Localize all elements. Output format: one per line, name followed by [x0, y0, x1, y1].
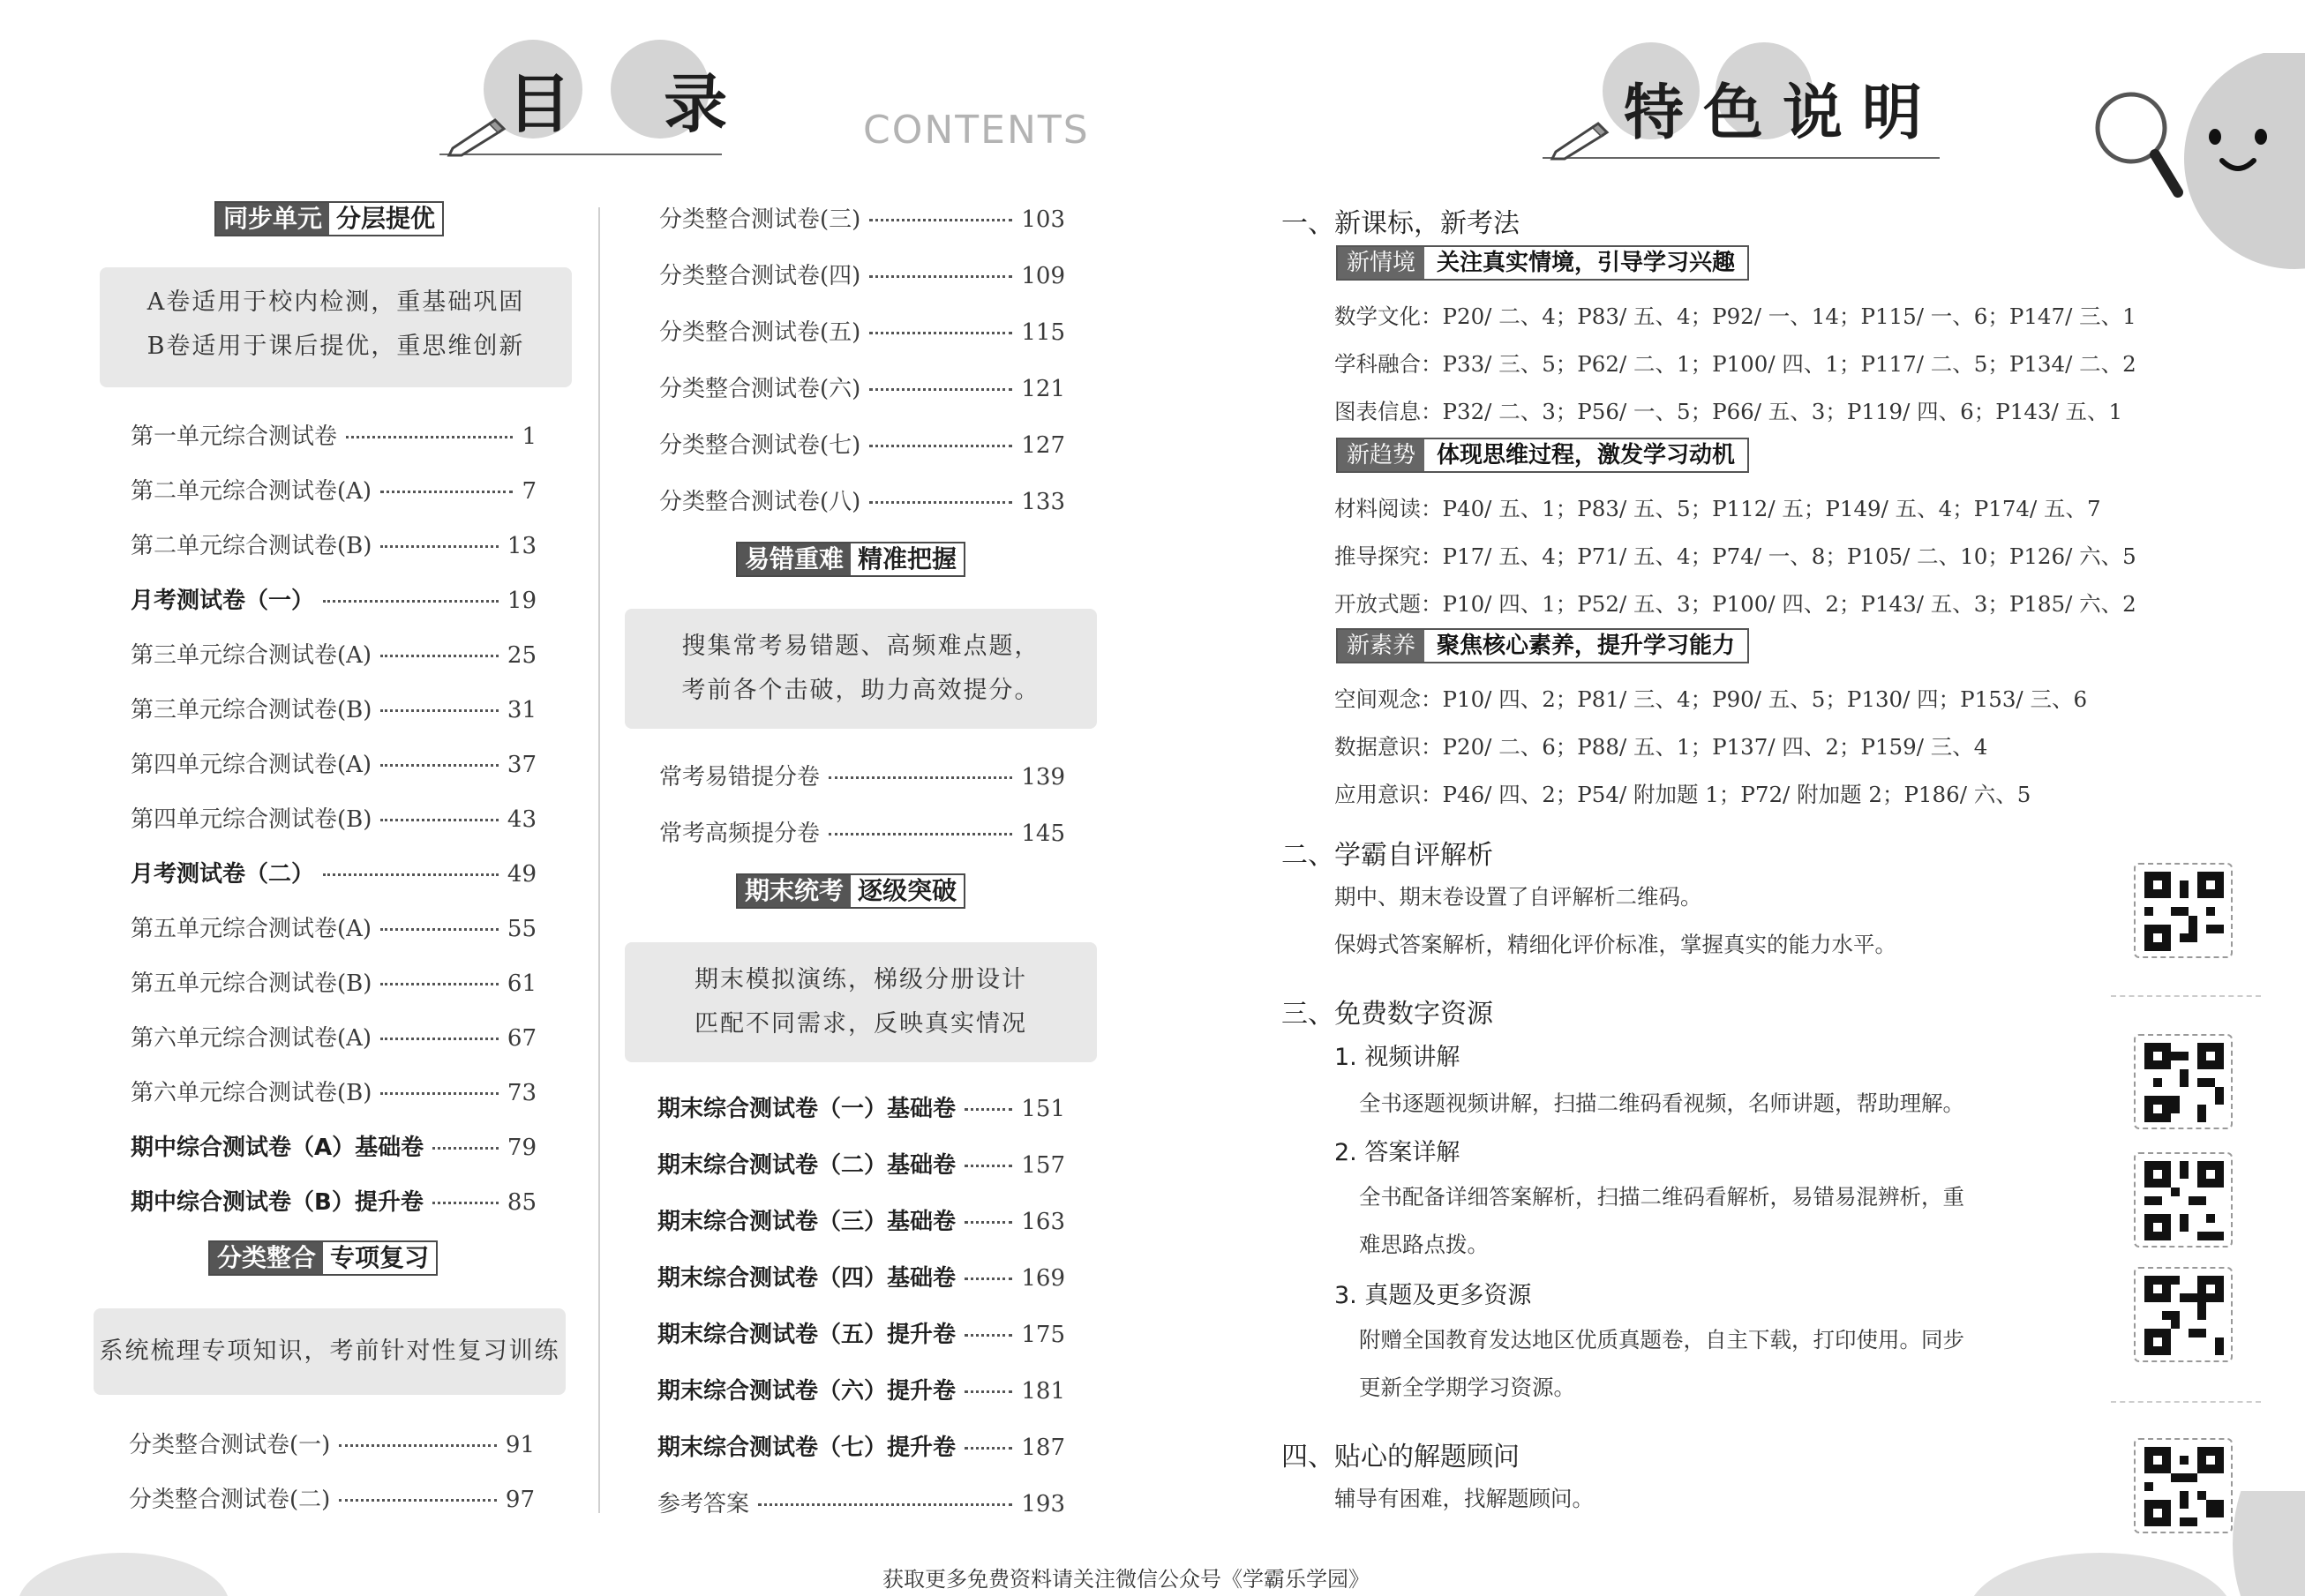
section-badge-classify: 分类整合 专项复习 — [208, 1240, 438, 1276]
toc-row[interactable]: 期末综合测试卷（七）提升卷 187 — [657, 1435, 1065, 1461]
description-box: 期末模拟演练，梯级分册设计 匹配不同需求，反映真实情况 — [625, 942, 1097, 1062]
section-badge-errors: 易错重难 精准把握 — [736, 542, 965, 577]
toc-row[interactable]: 第四单元综合测试卷(A) 37 — [131, 752, 537, 778]
toc-row[interactable]: 第二单元综合测试卷(A) 7 — [131, 478, 537, 505]
toc-row[interactable]: 期末综合测试卷（六）提升卷 181 — [657, 1378, 1065, 1405]
qr-code-video[interactable] — [2134, 1034, 2233, 1129]
toc-row[interactable]: 第六单元综合测试卷(B) 73 — [131, 1080, 537, 1106]
toc-row[interactable]: 分类整合测试卷(二) 97 — [129, 1487, 535, 1513]
toc-row[interactable]: 期末综合测试卷（五）提升卷 175 — [657, 1322, 1065, 1348]
toc-row[interactable]: 期末综合测试卷（一）基础卷 151 — [657, 1096, 1065, 1122]
toc-row[interactable]: 参考答案 193 — [657, 1491, 1065, 1517]
section-heading-1: 一、新课标，新考法 — [1281, 208, 1520, 239]
smiley-face-icon — [2180, 53, 2305, 273]
section-heading-3: 三、免费数字资源 — [1281, 999, 1493, 1030]
toc-row[interactable]: 第三单元综合测试卷(B) 31 — [131, 697, 537, 723]
item-title: 2. 答案详解 — [1334, 1139, 1460, 1166]
tag-new-literacy: 新素养 聚焦核心素养，提升学习能力 — [1336, 628, 1749, 663]
body-line: 全书逐题视频讲解，扫描二维码看视频，名师讲题，帮助理解。 — [1359, 1090, 1964, 1116]
reference-line: 材料阅读：P40/ 五、1；P83/ 五、5；P112/ 五；P149/ 五、4；P174/ 五、7 — [1334, 496, 2101, 521]
reference-line: 空间观念：P10/ 四、2；P81/ 三、4；P90/ 五、5；P130/ 四；P153/ 三、6 — [1334, 686, 2088, 712]
toc-row[interactable]: 第五单元综合测试卷(A) 55 — [131, 916, 537, 942]
toc-row[interactable]: 分类整合测试卷(六) 121 — [659, 376, 1065, 402]
section-heading-4: 四、贴心的解题顾问 — [1281, 1442, 1520, 1472]
toc-row[interactable]: 第四单元综合测试卷(B) 43 — [131, 806, 537, 833]
body-line: 辅导有困难，找解题顾问。 — [1334, 1486, 1594, 1511]
body-line: 更新全学期学习资源。 — [1359, 1375, 1575, 1400]
item-title: 3. 真题及更多资源 — [1334, 1282, 1532, 1309]
toc-row[interactable]: 月考测试卷（一） 19 — [131, 588, 537, 614]
section-badge-sync: 同步单元 分层提优 — [214, 201, 444, 236]
description-box: A卷适用于校内检测，重基础巩固 B卷适用于课后提优，重思维创新 — [100, 267, 572, 387]
toc-title: 目 录 — [507, 67, 763, 141]
section-heading-2: 二、学霸自评解析 — [1281, 840, 1493, 871]
toc-row[interactable]: 期末综合测试卷（四）基础卷 169 — [657, 1265, 1065, 1292]
description-box: 系统梳理专项知识，考前针对性复习训练 — [94, 1308, 566, 1395]
toc-row[interactable]: 第五单元综合测试卷(B) 61 — [131, 970, 537, 997]
qr-code-resources[interactable] — [2134, 1267, 2233, 1362]
qr-code-self-evaluation[interactable] — [2134, 863, 2233, 958]
toc-row[interactable]: 月考测试卷（二） 49 — [131, 861, 537, 888]
divider — [2111, 1401, 2261, 1403]
footer-note: 获取更多免费资料请关注微信公众号《学霸乐学园》 — [882, 1567, 1370, 1592]
toc-row[interactable]: 分类整合测试卷(四) 109 — [659, 263, 1065, 289]
toc-row[interactable]: 分类整合测试卷(一) 91 — [129, 1432, 535, 1458]
column-divider — [598, 207, 600, 1513]
reference-line: 数据意识：P20/ 二、6；P88/ 五、1；P137/ 四、2；P159/ 三、4 — [1334, 734, 1988, 760]
features-title: 特色说明 — [1624, 79, 1942, 148]
description-box: 搜集常考易错题、高频难点题， 考前各个击破，助力高效提分。 — [625, 609, 1097, 729]
tag-new-context: 新情境 关注真实情境，引导学习兴趣 — [1336, 245, 1749, 281]
toc-row[interactable]: 分类整合测试卷(三) 103 — [659, 206, 1065, 233]
body-line: 保姆式答案解析，精细化评价标准，掌握真实的能力水平。 — [1334, 932, 1896, 957]
toc-row[interactable]: 期中综合测试卷（A）基础卷 79 — [131, 1135, 537, 1161]
toc-row[interactable]: 分类整合测试卷(七) 127 — [659, 432, 1065, 459]
pencil-icon — [1549, 116, 1610, 161]
toc-row[interactable]: 期中综合测试卷（B）提升卷 85 — [131, 1189, 537, 1216]
reference-line: 数学文化：P20/ 二、4；P83/ 五、4；P92/ 一、14；P115/ 一、6；P147/ 三、1 — [1334, 303, 2136, 329]
reference-line: 推导探究：P17/ 五、4；P71/ 五、4；P74/ 一、8；P105/ 二、10；P126/ 六、5 — [1334, 543, 2136, 569]
toc-row[interactable]: 常考易错提分卷 139 — [659, 764, 1065, 791]
toc-row[interactable]: 期末综合测试卷（三）基础卷 163 — [657, 1209, 1065, 1235]
pencil-icon — [446, 113, 507, 157]
toc-row[interactable]: 期末综合测试卷（二）基础卷 157 — [657, 1152, 1065, 1179]
toc-row[interactable]: 分类整合测试卷(八) 133 — [659, 489, 1065, 515]
toc-row[interactable]: 第六单元综合测试卷(A) 67 — [131, 1025, 537, 1052]
magnifier-icon — [2091, 88, 2189, 203]
body-line: 期中、期末卷设置了自评解析二维码。 — [1334, 884, 1702, 910]
toc-row[interactable]: 常考高频提分卷 145 — [659, 820, 1065, 847]
toc-row[interactable]: 第二单元综合测试卷(B) 13 — [131, 533, 537, 559]
reference-line: 开放式题：P10/ 四、1；P52/ 五、3；P100/ 四、2；P143/ 五、3；P185/ 六、2 — [1334, 591, 2136, 617]
tag-new-trend: 新趋势 体现思维过程，激发学习动机 — [1336, 438, 1749, 473]
qr-code-answers[interactable] — [2134, 1152, 2233, 1248]
reference-line: 学科融合：P33/ 三、5；P62/ 二、1；P100/ 四、1；P117/ 二、5；P134/ 二、2 — [1334, 351, 2136, 377]
reference-line: 应用意识：P46/ 四、2；P54/ 附加题 1；P72/ 附加题 2；P186/ 六、5 — [1334, 782, 2031, 807]
body-line: 全书配备详细答案解析，扫描二维码看解析，易错易混辨析，重 — [1359, 1184, 1964, 1210]
item-title: 1. 视频讲解 — [1334, 1044, 1460, 1071]
body-line: 难思路点拨。 — [1359, 1232, 1489, 1257]
section-badge-final: 期末统考 逐级突破 — [736, 873, 965, 909]
toc-row[interactable]: 第一单元综合测试卷 1 — [131, 423, 537, 450]
divider — [2111, 995, 2261, 997]
reference-line: 图表信息：P32/ 二、3；P56/ 一、5；P66/ 五、3；P119/ 四、6；P143/ 五、1 — [1334, 399, 2123, 424]
toc-row[interactable]: 分类整合测试卷(五) 115 — [659, 319, 1065, 346]
contents-subtitle: CONTENTS — [863, 108, 1090, 153]
toc-row[interactable]: 第三单元综合测试卷(A) 25 — [131, 642, 537, 669]
body-line: 附赠全国教育发达地区优质真题卷，自主下载，打印使用。同步 — [1359, 1327, 1964, 1352]
